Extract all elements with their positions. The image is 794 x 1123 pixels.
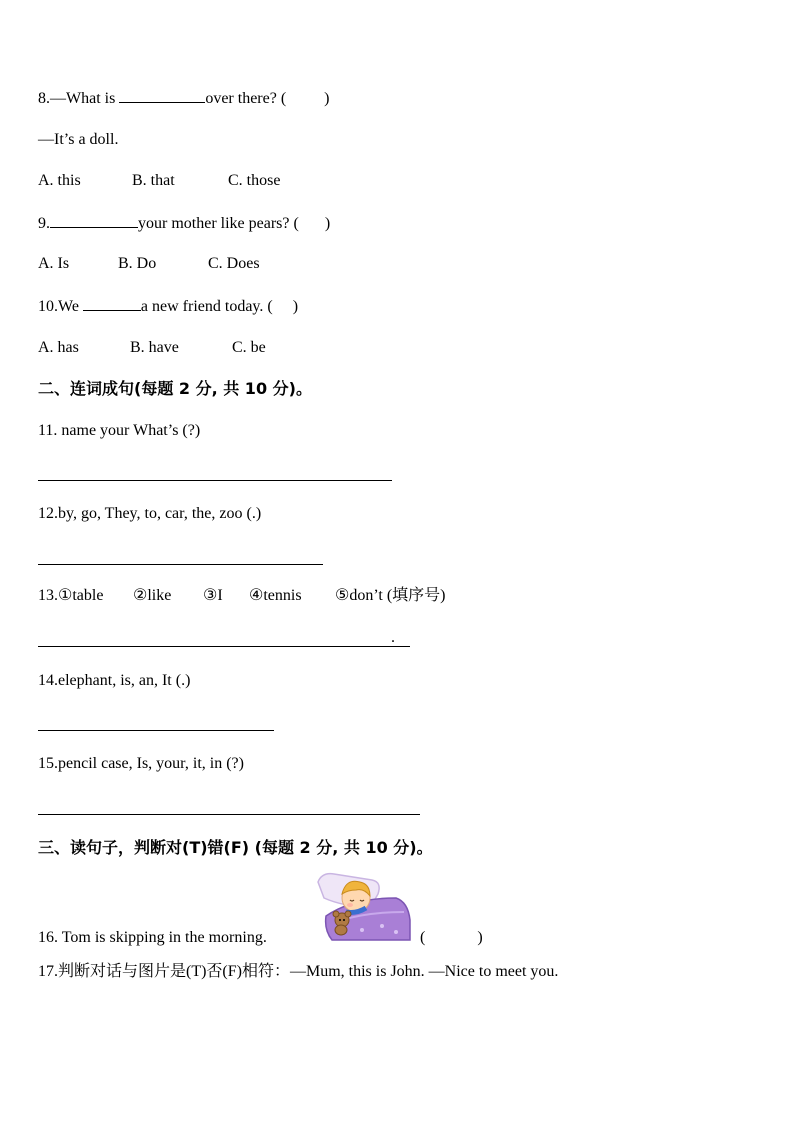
- answer-line[interactable]: [38, 480, 392, 481]
- option-a[interactable]: A. has: [38, 339, 79, 356]
- question-16: 16. Tom is skipping in the morning.: [38, 929, 267, 946]
- option-b[interactable]: B. have: [130, 339, 179, 356]
- option-c[interactable]: C. be: [232, 339, 266, 356]
- option-c[interactable]: C. those: [228, 172, 281, 189]
- question-8-stem: 8.—What is over there? ( ): [38, 90, 330, 107]
- question-10-options: [38, 338, 266, 358]
- sleeping-child-picture: [312, 868, 412, 944]
- question-14: 14.elephant, is, an, It (.): [38, 672, 191, 689]
- answer-line[interactable]: [38, 730, 274, 731]
- option-c[interactable]: C. Does: [208, 255, 260, 272]
- option-a[interactable]: A. Is: [38, 255, 70, 272]
- question-13-period: .: [391, 629, 395, 646]
- question-12: 12.by, go, They, to, car, the, zoo (.): [38, 505, 262, 522]
- question-8-reply: —It’s a doll.: [38, 131, 119, 148]
- answer-blank[interactable]: [119, 88, 205, 103]
- answer-blank[interactable]: [50, 213, 138, 228]
- section-2-heading: 二、连词成句(每题 2 分, 共 10 分)。: [38, 379, 312, 398]
- answer-line[interactable]: [38, 646, 410, 647]
- question-13: 13.①table ②like ③I ④tennis ⑤don’t (填序号): [38, 587, 446, 604]
- answer-line[interactable]: [38, 814, 420, 815]
- question-8-options: [38, 171, 280, 191]
- option-b[interactable]: B. Do: [118, 255, 157, 272]
- question-17: 17.判断对话与图片是(T)否(F)相符：—Mum, this is John. —Nice to meet you.: [38, 963, 559, 980]
- option-b[interactable]: B. that: [132, 172, 175, 189]
- question-11: 11. name your What’s (?): [38, 422, 201, 439]
- answer-line[interactable]: [38, 564, 323, 565]
- answer-blank[interactable]: [83, 296, 141, 311]
- question-9-options: [38, 254, 260, 274]
- question-9-stem: 9. your mother like pears? ( ): [38, 215, 331, 232]
- question-16-answer-parens[interactable]: ( ): [420, 929, 483, 946]
- option-a[interactable]: A. this: [38, 172, 81, 189]
- question-15: 15.pencil case, Is, your, it, in (?): [38, 755, 244, 772]
- question-10-stem: 10.We a new friend today. ( ): [38, 298, 299, 315]
- section-3-heading: 三、读句子，判断对(T)错(F) (每题 2 分, 共 10 分)。: [38, 838, 433, 857]
